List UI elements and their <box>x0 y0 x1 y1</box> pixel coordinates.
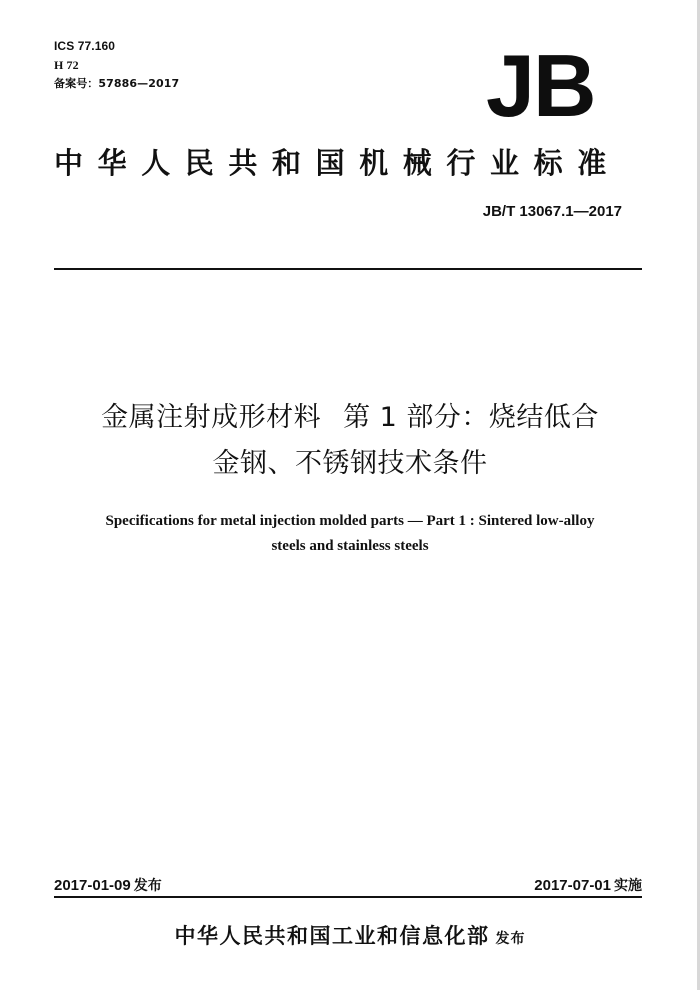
top-divider <box>54 268 642 270</box>
english-title-line-2: steels and stainless steels <box>271 538 429 554</box>
publisher-name: 中华人民共和国工业和信息化部 <box>174 924 490 948</box>
chinese-title-line-2: 金钢、不锈钢技术条件 <box>212 448 488 479</box>
standard-type-title: 中华人民共和国机械行业标准 <box>54 146 621 180</box>
issue-date-value: 2017-01-09 <box>54 877 131 894</box>
standard-number: JB/T 13067.1—2017 <box>482 203 622 220</box>
implementation-date <box>534 877 642 895</box>
category-code: H 72 <box>54 58 79 72</box>
ics-code: ICS 77.160 <box>54 39 116 53</box>
implementation-date-label: 实施 <box>614 878 642 894</box>
filing-number: 备案号：57886—2017 <box>54 77 180 90</box>
implementation-date-value: 2017-07-01 <box>534 877 611 894</box>
jb-logo: JB <box>486 36 595 135</box>
chinese-title-part-1: 金属注射成形材料 <box>101 402 322 433</box>
publisher-line <box>0 921 700 954</box>
publisher-action: 发布 <box>495 931 526 947</box>
chinese-title-line-1 <box>0 400 700 436</box>
issue-date-label: 发布 <box>133 878 162 894</box>
english-title-line-1: Specifications for metal injection molded parts — Part 1 : Sintered low-alloy <box>105 513 595 529</box>
bottom-divider <box>54 896 642 898</box>
issue-date <box>54 877 162 895</box>
chinese-title-part-2: 第 1 部分：烧结低合 <box>343 402 599 433</box>
